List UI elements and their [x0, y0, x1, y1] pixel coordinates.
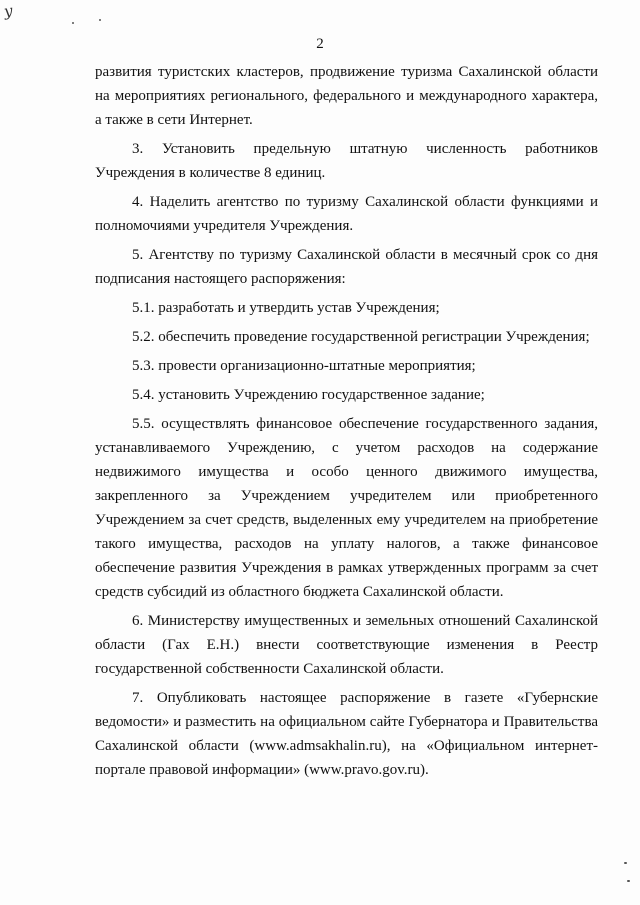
paragraph-continuation: развития туристских кластеров, продвижение туризма Сахалинской области на мероприятиях регионального, федерального и международного характера, а также в сети Интернет.: [95, 64, 598, 128]
paragraph-item-7: 7. Опубликовать настоящее распоряжение в газете «Губернские ведомости» и разместить на официальном сайте Губернатора и Правительства Сахалинской области (www.admsakhalin.ru), на «Официальном интернет-портале правовой информации» (www.pravo.gov.ru).: [95, 690, 598, 778]
document-body: [95, 60, 598, 787]
paragraph-item-4: 4. Наделить агентство по туризму Сахалинской области функциями и полномочиями учредителя Учреждения.: [95, 194, 598, 234]
paragraph-item-5-5: 5.5. осуществлять финансовое обеспечение государственного задания, устанавливаемого Учреждению, с учетом расходов на содержание недвижимого имущества и особо ценного движимого имущества, закрепленного за Учреждением учредителем или приобретенного Учреждением за счет средств, выделенных ему учредителем на приобретение такого имущества, расходов на уплату налогов, а также финансовое обеспечение развития Учреждения в рамках утвержденных программ за счет средств субсидий из областного бюджета Сахалинской области.: [95, 416, 598, 600]
paragraph-item-5-1: 5.1. разработать и утвердить устав Учреждения;: [132, 300, 440, 316]
page-number: 2: [316, 36, 324, 52]
paragraph-item-5-4: 5.4. установить Учреждению государственное задание;: [132, 387, 485, 403]
scan-speck: [99, 19, 101, 21]
paragraph-item-5-2: 5.2. обеспечить проведение государственной регистрации Учреждения;: [132, 329, 590, 345]
paragraph-item-5: 5. Агентству по туризму Сахалинской области в месячный срок со дня подписания настоящего распоряжения:: [95, 247, 598, 287]
corner-scan-mark: у: [2, 1, 14, 21]
paragraph-item-6: 6. Министерству имущественных и земельных отношений Сахалинской области (Гах Е.Н.) внести соответствующие изменения в Реестр государственной собственности Сахалинской области.: [95, 613, 598, 677]
paragraph-item-3: 3. Установить предельную штатную численность работников Учреждения в количестве 8 единиц.: [95, 141, 598, 181]
scan-speck: [72, 22, 74, 24]
scan-speck: [627, 880, 630, 882]
paragraph-item-5-3: 5.3. провести организационно-штатные мероприятия;: [132, 358, 476, 374]
scan-speck: [624, 862, 627, 864]
